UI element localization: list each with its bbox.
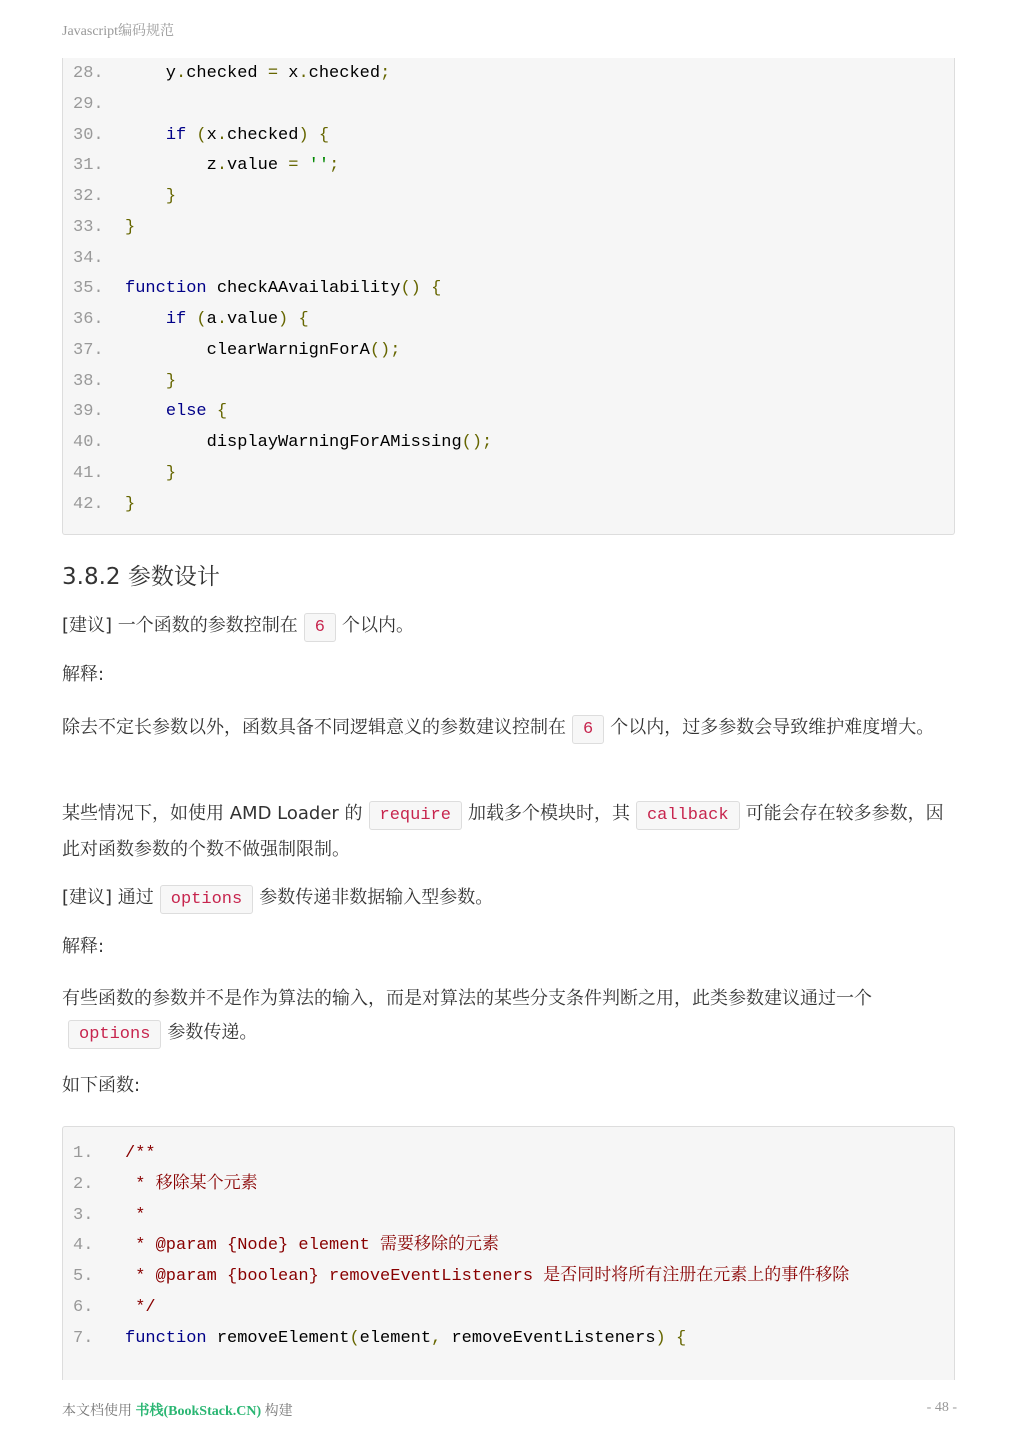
bookstack-link[interactable]: 书栈(BookStack.CN) bbox=[135, 1404, 262, 1419]
code-token: ; bbox=[329, 156, 340, 176]
line-number: 29. bbox=[73, 94, 104, 114]
paragraph-3 bbox=[62, 982, 955, 1052]
code-token: , bbox=[431, 1328, 442, 1348]
code-line bbox=[63, 213, 954, 244]
code-token: a bbox=[206, 310, 217, 329]
code-token: x bbox=[278, 64, 299, 83]
code-token: removeEventListeners bbox=[441, 1328, 656, 1348]
code-block-1 bbox=[62, 58, 955, 535]
code-token: */ bbox=[125, 1297, 156, 1317]
code-line bbox=[63, 244, 954, 275]
code-token bbox=[298, 156, 308, 175]
explain-label-1: 解释: bbox=[62, 664, 105, 685]
line-number: 34. bbox=[73, 248, 104, 268]
line-number: 40. bbox=[73, 433, 104, 452]
line-number: 36. bbox=[73, 310, 104, 329]
code-token: (); bbox=[461, 433, 493, 452]
code-token: ) bbox=[278, 310, 289, 329]
line-number: 38. bbox=[73, 371, 104, 391]
line-content bbox=[125, 336, 400, 367]
code-token bbox=[125, 372, 166, 391]
code-token: ; bbox=[380, 64, 391, 83]
line-content bbox=[125, 428, 492, 459]
footer-credit bbox=[62, 1400, 293, 1420]
line-number: 31. bbox=[73, 156, 104, 176]
footer-suffix: 构建 bbox=[264, 1404, 293, 1419]
line-content bbox=[125, 459, 176, 490]
line-number: 30. bbox=[73, 125, 104, 145]
code-token: . bbox=[216, 125, 228, 145]
code-token: . bbox=[216, 310, 228, 329]
code-token: clearWarnignForA bbox=[125, 340, 370, 360]
code-token: z bbox=[125, 156, 217, 176]
code-token bbox=[125, 187, 166, 206]
code-token: = bbox=[288, 156, 299, 176]
code-token: = bbox=[267, 64, 279, 83]
code-token: checked bbox=[308, 64, 381, 83]
code-line bbox=[63, 121, 954, 152]
code-line bbox=[63, 1139, 954, 1170]
code-token: { bbox=[216, 402, 228, 422]
code-token bbox=[309, 126, 319, 145]
code-token: } bbox=[125, 494, 136, 514]
code-line bbox=[63, 397, 954, 428]
inline-code: options bbox=[160, 885, 253, 914]
line-content bbox=[125, 305, 309, 336]
line-content bbox=[125, 1201, 145, 1232]
line-number: 35. bbox=[73, 279, 104, 299]
code-token: checkAAvailability bbox=[206, 279, 401, 299]
code-line bbox=[63, 151, 954, 182]
code-token bbox=[125, 402, 166, 421]
line-content bbox=[125, 1139, 156, 1170]
code-line bbox=[63, 459, 954, 490]
line-content bbox=[125, 1231, 499, 1262]
code-token: { bbox=[318, 125, 330, 145]
paragraph-3-prefix: 有些函数的参数并不是作为算法的输入，而是对算法的某些分支条件判断之用，此类参数建议通过一个 bbox=[62, 988, 872, 1009]
code-line bbox=[63, 182, 954, 213]
code-token: y bbox=[125, 64, 177, 83]
code-line bbox=[63, 1262, 954, 1293]
code-token: if bbox=[165, 125, 187, 145]
code-token: ( bbox=[196, 125, 207, 145]
line-content bbox=[125, 1262, 849, 1293]
code-token: if bbox=[165, 310, 187, 329]
code-token: value bbox=[227, 156, 289, 176]
inline-code: 6 bbox=[572, 715, 604, 744]
code-token: ( bbox=[349, 1328, 360, 1348]
explain-label-2: 解释: bbox=[62, 936, 105, 957]
code-token: { bbox=[298, 310, 309, 329]
rule-2-prefix: [建议] 通过 bbox=[62, 887, 154, 908]
line-content bbox=[125, 397, 227, 428]
code-token bbox=[125, 464, 166, 483]
line-content bbox=[125, 367, 176, 398]
code-token: checked bbox=[186, 64, 268, 83]
code-token bbox=[421, 279, 431, 298]
code-token: } bbox=[165, 187, 177, 206]
line-number: 2. bbox=[73, 1174, 94, 1194]
code-line bbox=[63, 490, 954, 521]
line-number: 33. bbox=[73, 217, 104, 237]
line-content bbox=[125, 490, 135, 521]
line-content bbox=[125, 274, 441, 305]
paragraph-3-suffix: 参数传递。 bbox=[167, 1022, 258, 1043]
code-line bbox=[63, 428, 954, 459]
code-token: removeElement bbox=[206, 1328, 350, 1348]
line-number: 6. bbox=[73, 1297, 94, 1317]
paragraph-1-prefix: 除去不定长参数以外，函数具备不同逻辑意义的参数建议控制在 bbox=[62, 717, 566, 738]
section-heading: 3.8.2 参数设计 bbox=[62, 564, 220, 590]
line-number: 1. bbox=[73, 1144, 94, 1163]
line-number: 3. bbox=[73, 1205, 94, 1225]
line-content bbox=[125, 1293, 156, 1324]
code-line bbox=[63, 1170, 954, 1201]
code-token: } bbox=[125, 217, 136, 237]
code-token: (); bbox=[369, 340, 401, 360]
line-content bbox=[125, 59, 390, 90]
line-number: 42. bbox=[73, 494, 104, 514]
code-line bbox=[63, 336, 954, 367]
line-number: 32. bbox=[73, 187, 104, 206]
paragraph-1 bbox=[62, 711, 955, 747]
code-line bbox=[63, 274, 954, 305]
line-content bbox=[125, 182, 176, 213]
line-number: 41. bbox=[73, 463, 104, 483]
paragraph-2-prefix: 某些情况下，如使用 AMD Loader 的 bbox=[62, 803, 363, 824]
code-line bbox=[63, 90, 954, 121]
code-token: '' bbox=[308, 156, 330, 176]
line-number: 5. bbox=[73, 1267, 94, 1286]
paragraph-1-suffix: 个以内，过多参数会导致维护难度增大。 bbox=[610, 717, 935, 738]
line-content bbox=[125, 1324, 686, 1355]
rule-2-suffix: 参数传递非数据输入型参数。 bbox=[259, 887, 494, 908]
code-token: function bbox=[125, 1328, 207, 1348]
code-token: () bbox=[400, 279, 421, 299]
code-token: { bbox=[675, 1328, 687, 1348]
code-token: function bbox=[125, 279, 207, 299]
code-token bbox=[125, 126, 166, 145]
code-token: else bbox=[165, 402, 207, 422]
paragraph-2-mid: 加载多个模块时，其 bbox=[467, 803, 630, 824]
code-token: } bbox=[165, 463, 177, 483]
code-token: value bbox=[227, 310, 279, 329]
rule-1-suffix: 个以内。 bbox=[341, 615, 414, 636]
code-block-2 bbox=[62, 1126, 955, 1380]
code-token bbox=[288, 310, 298, 329]
paragraph-4: 如下函数: bbox=[62, 1075, 141, 1096]
code-token: } bbox=[165, 371, 177, 391]
code-token bbox=[666, 1329, 676, 1348]
code-token: * @param {boolean} removeEventListeners 是否同时将所有注册在元素上的事件移除 bbox=[125, 1267, 850, 1286]
page-number: - 48 - bbox=[926, 1400, 957, 1415]
line-number: 7. bbox=[73, 1328, 94, 1348]
line-content bbox=[125, 121, 329, 152]
code-token: . bbox=[176, 64, 187, 83]
code-line bbox=[63, 1201, 954, 1232]
code-token bbox=[186, 310, 196, 329]
code-token: ) bbox=[655, 1328, 666, 1348]
code-token: ( bbox=[196, 310, 207, 329]
code-token: x bbox=[206, 125, 217, 145]
code-token: * 移除某个元素 bbox=[125, 1174, 258, 1194]
line-number: 4. bbox=[73, 1236, 94, 1256]
line-content bbox=[125, 151, 339, 182]
rule-2 bbox=[62, 881, 955, 917]
code-token: * @param {Node} element 需要移除的元素 bbox=[125, 1236, 500, 1256]
inline-code: 6 bbox=[304, 613, 336, 642]
inline-code: require bbox=[369, 801, 462, 830]
code-line bbox=[63, 59, 954, 90]
line-content bbox=[125, 213, 135, 244]
inline-code: callback bbox=[636, 801, 740, 830]
code-line bbox=[63, 1324, 954, 1355]
line-number: 28. bbox=[73, 64, 104, 83]
code-line bbox=[63, 1293, 954, 1324]
code-line bbox=[63, 367, 954, 398]
code-token: /** bbox=[125, 1144, 156, 1163]
paragraph-2-suffix: 可能会存在较多参数，因此对函数参数的个数不做强制限制。 bbox=[62, 803, 944, 860]
line-number: 37. bbox=[73, 340, 104, 360]
code-token bbox=[207, 402, 217, 421]
code-token: displayWarningForAMissing bbox=[125, 433, 462, 452]
code-token bbox=[186, 126, 196, 145]
rule-1-prefix: [建议] 一个函数的参数控制在 bbox=[62, 615, 298, 636]
line-number: 39. bbox=[73, 402, 104, 422]
line-content bbox=[125, 1170, 258, 1201]
footer-prefix: 本文档使用 bbox=[62, 1404, 132, 1419]
code-line bbox=[63, 1231, 954, 1262]
code-token: { bbox=[431, 279, 442, 299]
code-token: . bbox=[216, 156, 228, 176]
paragraph-2 bbox=[62, 797, 955, 867]
code-token: ) bbox=[298, 125, 309, 145]
document-header: Javascript编码规范 bbox=[62, 24, 174, 39]
rule-1 bbox=[62, 609, 955, 645]
code-token: * bbox=[125, 1205, 146, 1225]
code-token bbox=[125, 310, 166, 329]
code-line bbox=[63, 305, 954, 336]
code-token: element bbox=[359, 1328, 432, 1348]
code-token: . bbox=[298, 64, 309, 83]
code-token: checked bbox=[227, 125, 299, 145]
inline-code: options bbox=[68, 1020, 161, 1049]
